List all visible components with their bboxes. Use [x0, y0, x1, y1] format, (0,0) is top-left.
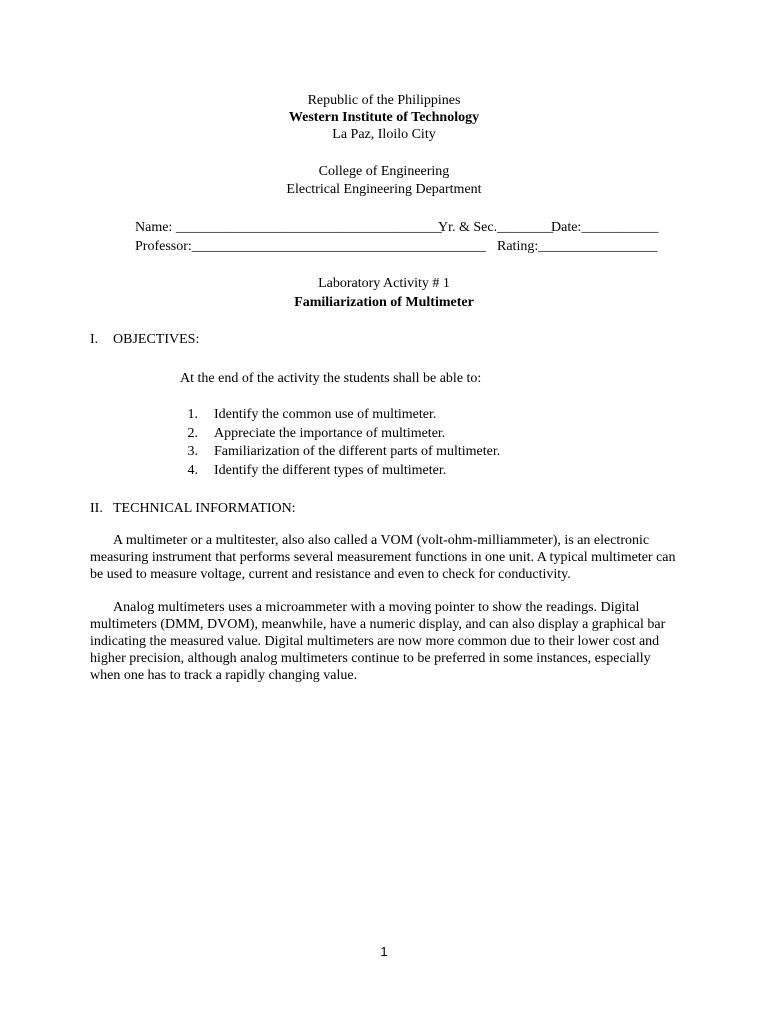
professor-field: Professor:__________________________________________	[135, 239, 486, 254]
list-item-text: Identify the common use of multimeter.	[214, 407, 437, 422]
technical-heading: TECHNICAL INFORMATION:	[113, 501, 296, 516]
technical-numeral: II.	[90, 501, 103, 516]
yr-sec-field: Yr. & Sec.________	[438, 220, 554, 235]
header-department: Electrical Engineering Department	[286, 182, 482, 197]
technical-paragraph-2: Analog multimeters uses a microammeter with a moving pointer to show the readings. Digital multimeters (DMM, DVOM), meanwhile, have a numeric display, and can also display a graphical bar indicating the measured value. Digital multimeters are now more common due to their lower cost and higher precision, although analog multimeters continue to be preferred in some instances, especially when one has to track a rapidly changing value.	[90, 600, 666, 683]
header-college: College of Engineering	[318, 164, 450, 179]
header-institution: Western Institute of Technology	[288, 110, 480, 125]
list-item-number: 3.	[187, 444, 198, 459]
list-item-text: Familiarization of the different parts of multimeter.	[214, 444, 501, 459]
objectives-numeral: I.	[90, 332, 99, 347]
activity-title: Familiarization of Multimeter	[294, 295, 474, 310]
objectives-heading: OBJECTIVES:	[113, 332, 200, 347]
page-number: 1	[380, 944, 388, 959]
activity-number: Laboratory Activity # 1	[318, 276, 450, 291]
date-field: Date:___________	[551, 220, 659, 235]
list-item-text: Appreciate the importance of multimeter.	[214, 426, 446, 441]
rating-field: Rating:_________________	[497, 239, 658, 254]
header-location: La Paz, Iloilo City	[332, 127, 436, 142]
list-item-number: 1.	[187, 407, 198, 422]
list-item-number: 2.	[187, 426, 198, 441]
objectives-intro: At the end of the activity the students shall be able to:	[180, 371, 482, 386]
header-republic: Republic of the Philippines	[307, 93, 461, 108]
name-field: Name: ______________________________________	[135, 220, 442, 235]
technical-paragraph-1: A multimeter or a multitester, also also called a VOM (volt-ohm-milliammeter), is an electronic measuring instrument that performs several measurement functions in one unit. A typical multimeter can be used to measure voltage, current and resistance and even to check for conductivity.	[90, 533, 676, 582]
list-item-text: Identify the different types of multimeter.	[214, 463, 447, 478]
list-item-number: 4.	[187, 463, 198, 478]
